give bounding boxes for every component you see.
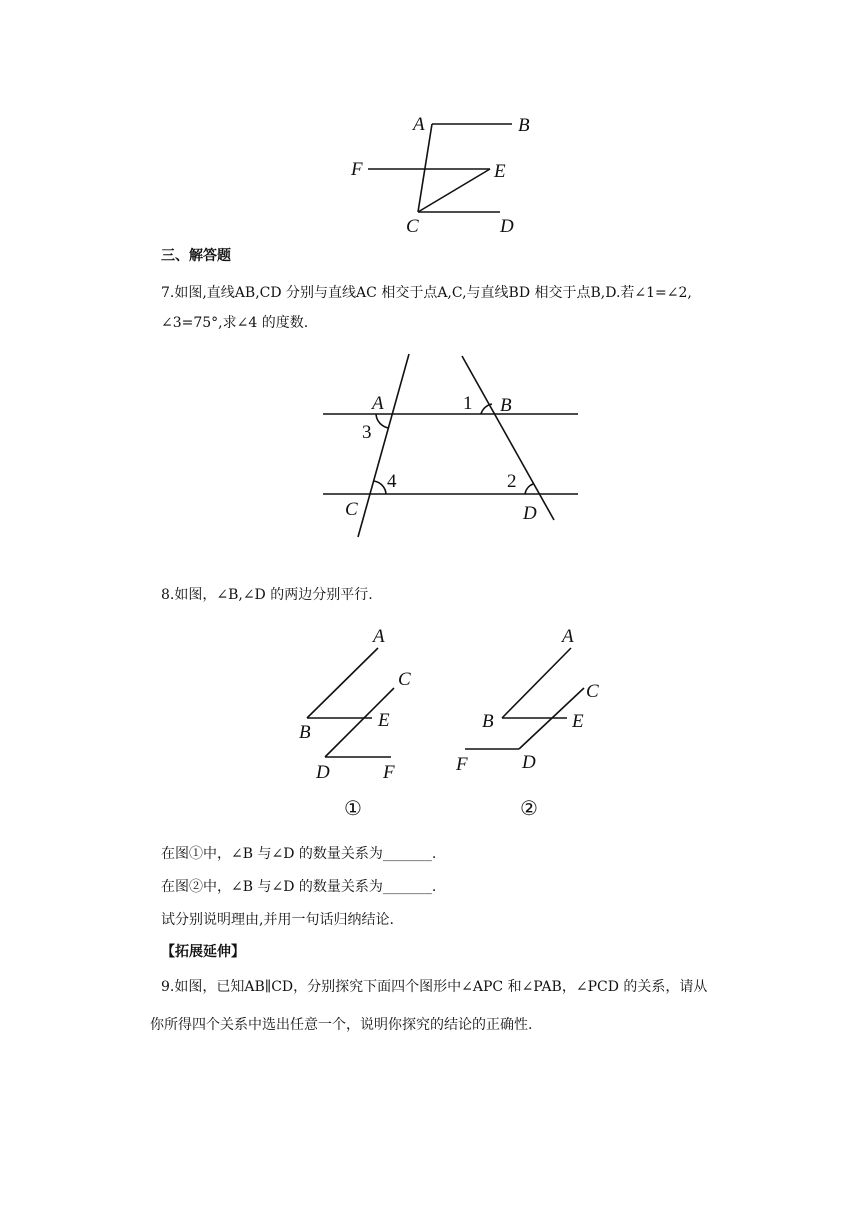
label-b: B <box>518 115 530 136</box>
label-d: D <box>500 216 514 237</box>
label-a: A <box>562 626 574 647</box>
extension-heading: 【拓展延伸】 <box>161 944 245 960</box>
label-1: 1 <box>463 393 473 414</box>
label-3: 3 <box>362 422 372 443</box>
label-e: E <box>572 711 584 732</box>
q8-question-2: 在图②中，∠B 与∠D 的数量关系为_______. <box>161 879 437 895</box>
label-4: 4 <box>387 471 397 492</box>
label-e: E <box>494 161 506 182</box>
label-c: C <box>406 216 419 237</box>
label-b: B <box>500 395 512 416</box>
q8-question-1: 在图①中，∠B 与∠D 的数量关系为_______. <box>161 846 437 862</box>
label-d: D <box>316 762 330 783</box>
label-a: A <box>372 393 384 414</box>
label-c: C <box>345 499 358 520</box>
ray-ba <box>502 648 571 718</box>
label-2: 2 <box>507 471 517 492</box>
label-c: C <box>586 681 599 702</box>
q9-text-line1: 9.如图，已知AB∥CD，分别探究下面四个图形中∠APC 和∠PAB，∠PCD 的关系，请从 <box>161 979 708 995</box>
q7-text-line2: ∠3=75°,求∠4 的度数. <box>161 315 309 331</box>
label-d: D <box>523 503 537 524</box>
section-heading: 三、解答题 <box>161 248 231 264</box>
label-a: A <box>373 626 385 647</box>
label-d: D <box>522 752 536 773</box>
caption-1: ① <box>344 798 362 820</box>
label-f: F <box>456 754 468 775</box>
label-c: C <box>398 669 411 690</box>
q8-text-line1: 8.如图，∠B,∠D 的两边分别平行. <box>161 587 373 603</box>
q7-text-line1: 7.如图,直线AB,CD 分别与直线AC 相交于点A,C,与直线BD 相交于点B,D.若∠1=∠2, <box>161 285 692 301</box>
label-b: B <box>482 711 494 732</box>
q9-text-line2: 你所得四个关系中选出任意一个，说明你探究的结论的正确性. <box>150 1017 533 1033</box>
caption-2: ② <box>520 798 538 820</box>
label-a: A <box>413 114 425 135</box>
label-e: E <box>378 710 390 731</box>
label-f: F <box>383 762 395 783</box>
label-b: B <box>299 722 311 743</box>
q8-question-3: 试分别说明理由,并用一句话归纳结论. <box>161 912 394 928</box>
label-f: F <box>351 159 363 180</box>
